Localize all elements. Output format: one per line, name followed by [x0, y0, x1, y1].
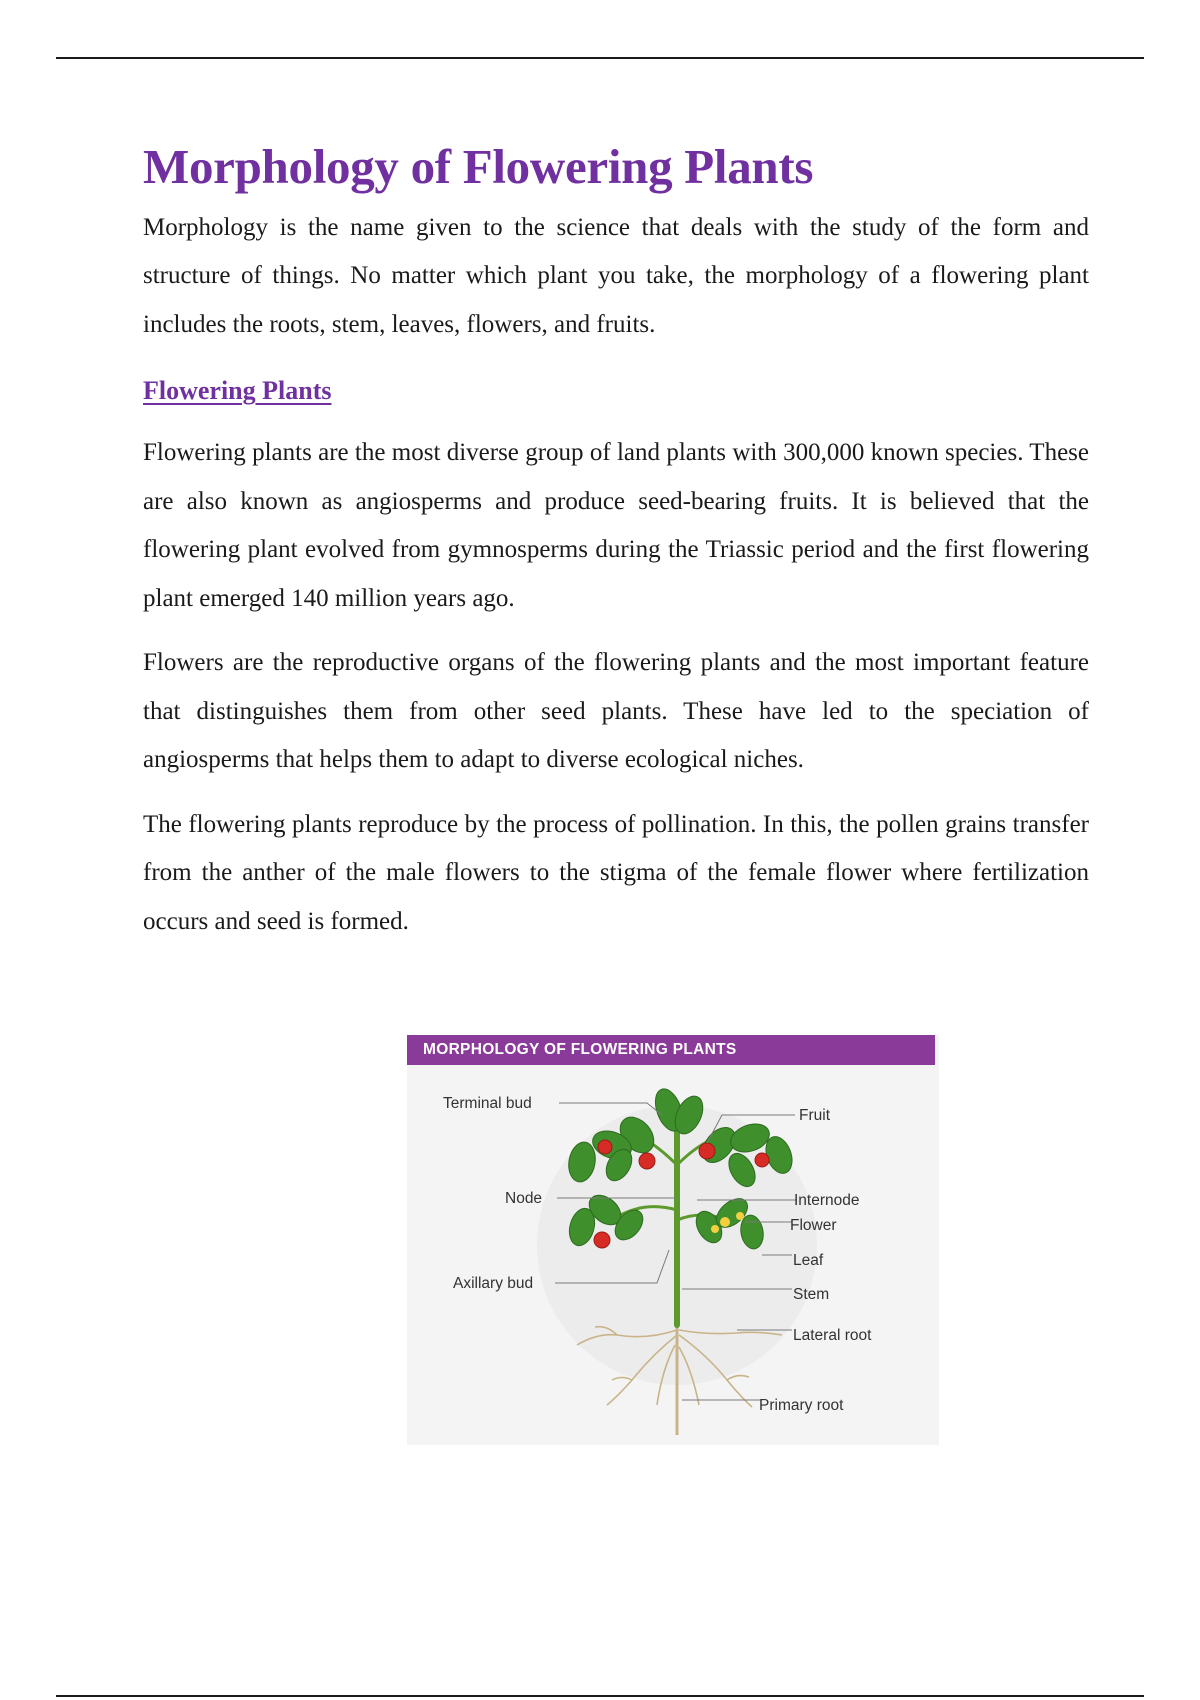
paragraph-1: Flowering plants are the most diverse group of land plants with 300,000 known species. These are also known as angiosperms and produce seed-bearing fruits. It is believed that the flowering plant evolved from gymnosperms during the Triassic period and the first flowering plant emerged 140 million years ago. [143, 439, 1089, 612]
label-node: Node [505, 1190, 543, 1207]
label-fruit: Fruit [799, 1107, 830, 1124]
page-title: Morphology of Flowering Plants [143, 139, 814, 194]
root-hair-1 [612, 1378, 632, 1381]
label-lateral-root: Lateral root [793, 1327, 872, 1344]
label-internode: Internode [794, 1192, 860, 1209]
footer-rule [56, 1695, 1144, 1697]
flower-bloom [720, 1217, 730, 1227]
label-axillary-bud: Axillary bud [453, 1275, 534, 1292]
document-body [143, 140, 1089, 962]
figure-banner: MORPHOLOGY OF FLOWERING PLANTS [407, 1035, 935, 1065]
label-primary-root: Primary root [759, 1397, 844, 1414]
label-stem: Stem [793, 1286, 830, 1303]
fruit [699, 1143, 715, 1159]
header-rule [56, 57, 1144, 59]
fruit [598, 1140, 612, 1154]
fruit [755, 1153, 769, 1167]
plant-morphology-figure [407, 1035, 939, 1445]
fruit [639, 1153, 655, 1169]
root-hair-2 [727, 1376, 749, 1380]
label-terminal-bud: Terminal bud [443, 1095, 532, 1112]
plant-illustration [407, 1035, 939, 1445]
paragraph-2: Flowers are the reproductive organs of the flowering plants and the most important feature that distinguishes them from other seed plants. These have led to the speciation of angiosperms that helps them to adapt to diverse ecological niches. [143, 649, 1089, 774]
flower-bloom [711, 1225, 719, 1233]
label-leaf: Leaf [793, 1252, 824, 1269]
section-heading-link[interactable]: Flowering Plants [143, 376, 332, 406]
flower-bloom [736, 1212, 744, 1220]
intro-paragraph: Morphology is the name given to the science that deals with the study of the form and structure of things. No matter which plant you take, the morphology of a flowering plant includes the roots, stem, leaves, flowers, and fruits. [143, 213, 1089, 338]
fruit [594, 1232, 610, 1248]
paragraph-3: The flowering plants reproduce by the process of pollination. In this, the pollen grains transfer from the anther of the male flowers to the stigma of the female flower where fertilization occurs and seed is formed. [143, 810, 1089, 935]
label-flower: Flower [790, 1217, 837, 1234]
